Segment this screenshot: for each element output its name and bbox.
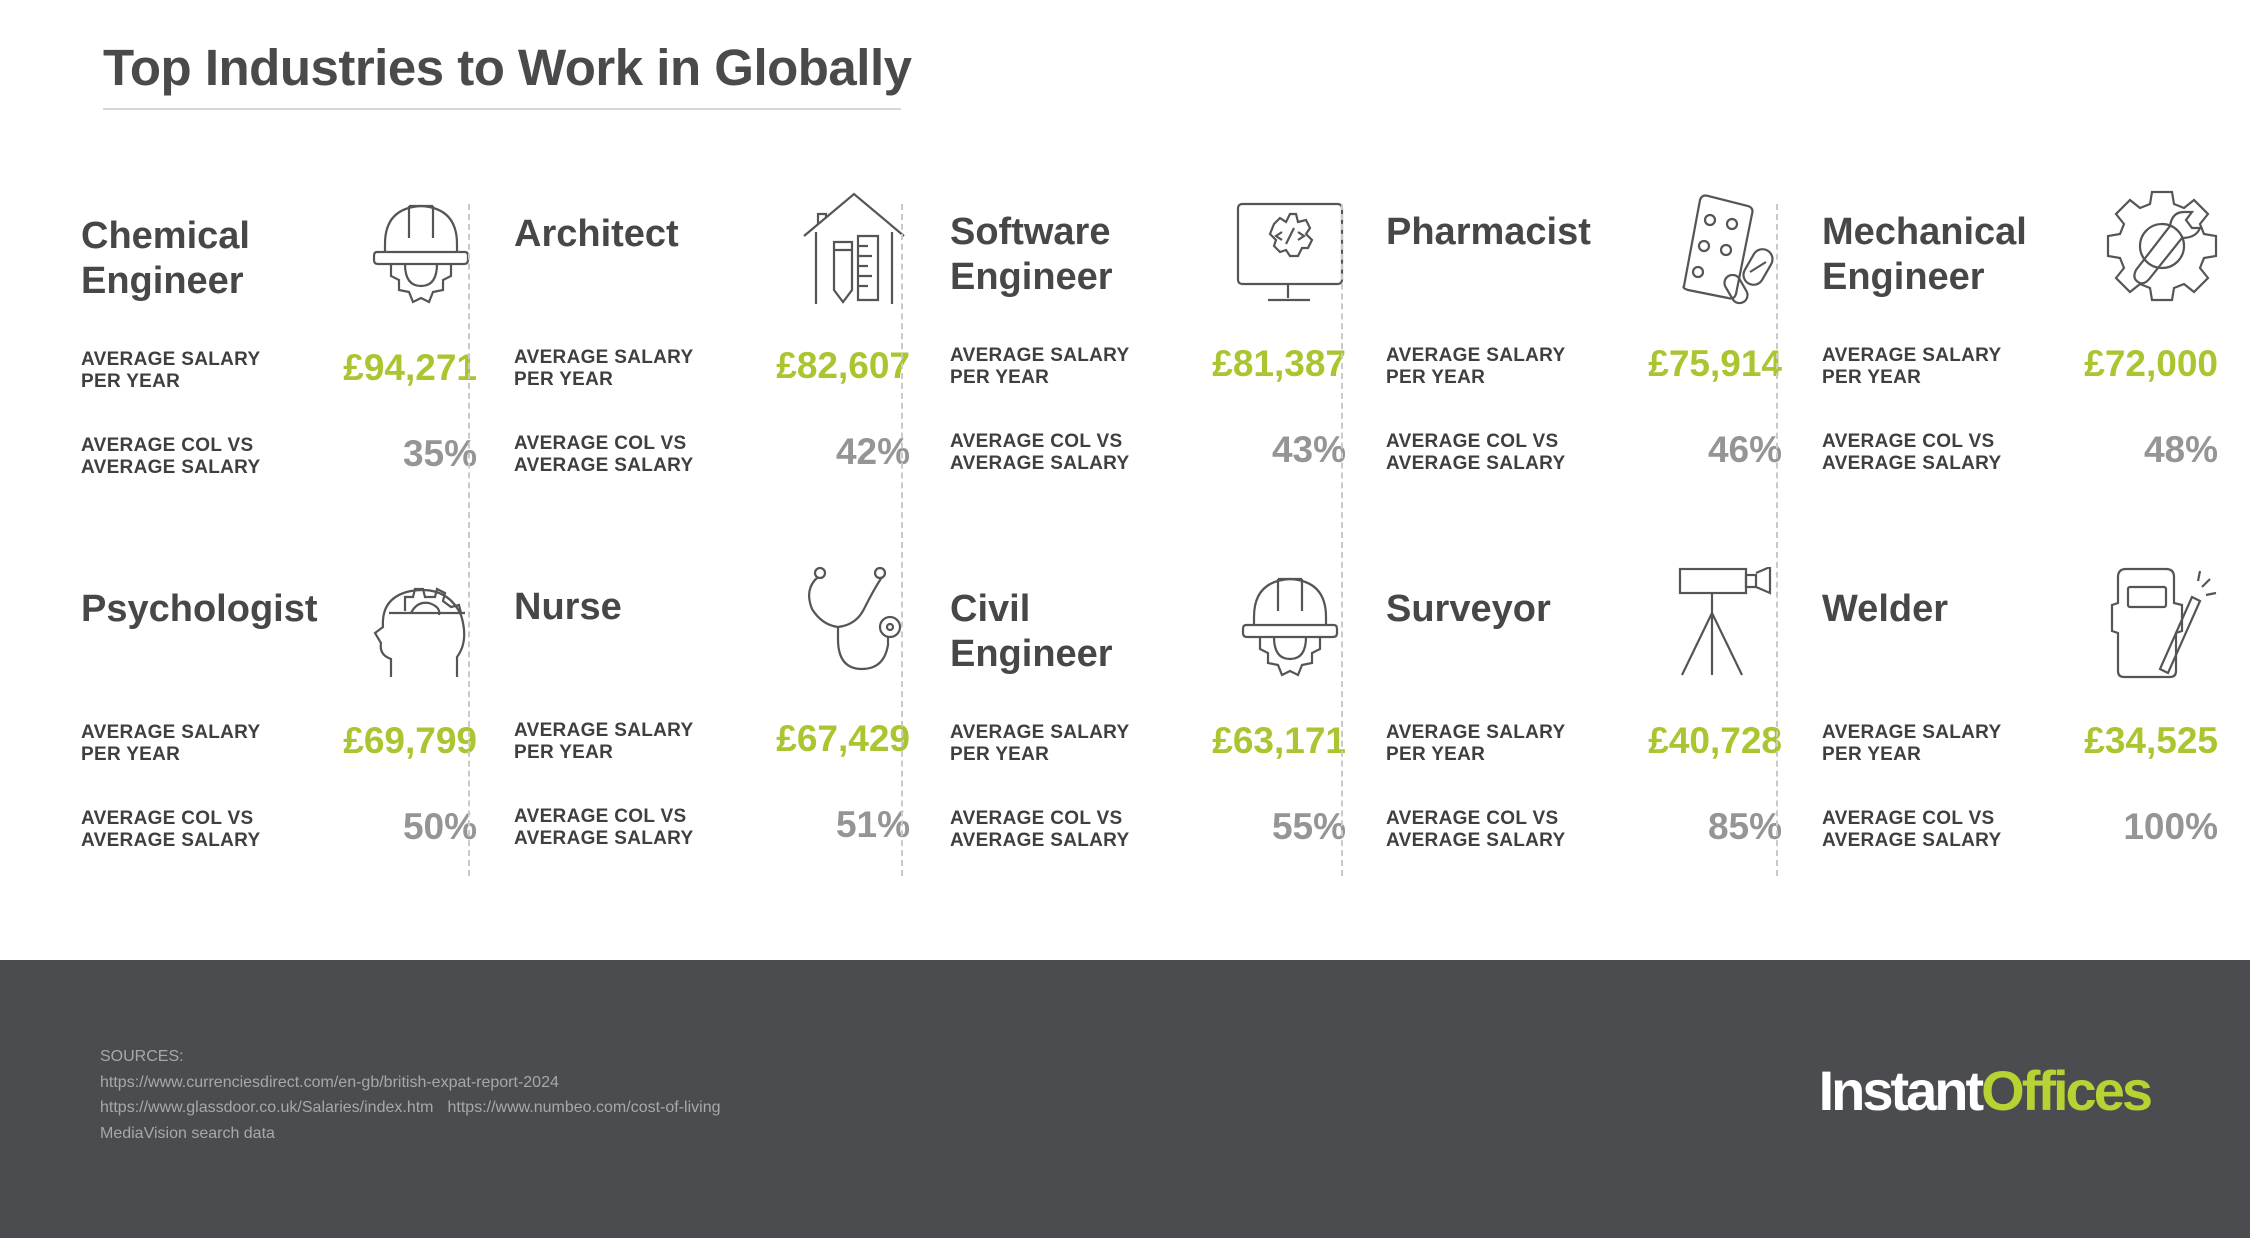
salary-label: AVERAGE SALARY PER YEAR (1386, 722, 1566, 765)
column-2 (514, 190, 950, 890)
salary-label: AVERAGE SALARY PER YEAR (950, 345, 1130, 388)
column-1 (81, 190, 517, 890)
col-value: 46% (1707, 429, 1782, 470)
column-divider (468, 204, 470, 876)
title-underline (103, 108, 901, 110)
job-title: Architect (514, 213, 679, 255)
job-title: Civil Engineer (950, 588, 1113, 675)
salary-value: £82,607 (776, 345, 910, 386)
col-value: 48% (2143, 429, 2218, 470)
col-value: 42% (835, 431, 910, 472)
stethoscope-icon (798, 565, 910, 681)
sources-list (100, 1044, 721, 1146)
wrench-gear-icon (2106, 190, 2218, 306)
salary-label: AVERAGE SALARY PER YEAR (514, 720, 694, 763)
salary-label: AVERAGE SALARY PER YEAR (81, 349, 261, 392)
job-title: Nurse (514, 586, 622, 628)
salary-value: £69,799 (343, 720, 477, 761)
col-label: AVERAGE COL VS AVERAGE SALARY (1822, 808, 2002, 851)
brand-logo-part1: Instant (1818, 1059, 1982, 1122)
brand-logo-part2: Offices (1981, 1059, 2150, 1122)
col-value: 55% (1271, 806, 1346, 847)
job-card-surveyor (1386, 567, 1822, 867)
source-mediavision: MediaVision search data (100, 1124, 275, 1142)
salary-value: £72,000 (2084, 343, 2218, 384)
brand-logo (1819, 1058, 2150, 1123)
job-title: Software Engineer (950, 211, 1113, 298)
job-title: Psychologist (81, 588, 318, 630)
head-brain-gear-icon (365, 567, 477, 683)
job-card-architect (514, 192, 950, 492)
tripod-camera-icon (1670, 567, 1782, 683)
job-title: Surveyor (1386, 588, 1551, 630)
col-label: AVERAGE COL VS AVERAGE SALARY (1822, 431, 2002, 474)
salary-value: £34,525 (2084, 720, 2218, 761)
salary-value: £40,728 (1648, 720, 1782, 761)
col-value: 100% (2123, 806, 2218, 847)
welding-mask-icon (2106, 567, 2218, 683)
footer (0, 960, 2250, 1238)
job-card-chemical-engineer (81, 194, 517, 494)
col-value: 50% (402, 806, 477, 847)
col-label: AVERAGE COL VS AVERAGE SALARY (950, 431, 1130, 474)
column-divider (901, 204, 903, 876)
industries-grid (0, 190, 2250, 890)
job-card-mechanical-engineer (1822, 190, 2250, 490)
page-title: Top Industries to Work in Globally (103, 39, 912, 96)
salary-value: £63,171 (1212, 720, 1346, 761)
col-value: 43% (1271, 429, 1346, 470)
col-label: AVERAGE COL VS AVERAGE SALARY (1386, 431, 1566, 474)
hard-hat-gear-icon (365, 194, 477, 310)
job-title: Mechanical Engineer (1822, 211, 2027, 298)
sources-row (100, 1095, 721, 1121)
col-label: AVERAGE COL VS AVERAGE SALARY (81, 435, 261, 478)
column-divider (1776, 204, 1778, 876)
job-card-psychologist (81, 567, 517, 867)
salary-value: £81,387 (1212, 343, 1346, 384)
salary-label: AVERAGE SALARY PER YEAR (1822, 722, 2002, 765)
salary-label: AVERAGE SALARY PER YEAR (950, 722, 1130, 765)
job-card-civil-engineer (950, 567, 1386, 867)
col-label: AVERAGE COL VS AVERAGE SALARY (514, 806, 694, 849)
salary-label: AVERAGE SALARY PER YEAR (1822, 345, 2002, 388)
source-link-numbeo[interactable]: https://www.numbeo.com/cost-of-living (447, 1099, 721, 1116)
col-value: 35% (402, 433, 477, 474)
source-link-currenciesdirect[interactable]: https://www.currenciesdirect.com/en-gb/british-expat-report-2024 (100, 1073, 559, 1091)
column-4 (1386, 190, 1822, 890)
source-link-glassdoor[interactable]: https://www.glassdoor.co.uk/Salaries/index.htm (100, 1099, 434, 1116)
salary-label: AVERAGE SALARY PER YEAR (81, 722, 261, 765)
col-label: AVERAGE COL VS AVERAGE SALARY (1386, 808, 1566, 851)
col-label: AVERAGE COL VS AVERAGE SALARY (514, 433, 694, 476)
pills-icon (1670, 190, 1782, 306)
hard-hat-gear-icon (1234, 567, 1346, 683)
job-title: Chemical Engineer (81, 215, 250, 302)
job-title: Welder (1822, 588, 1949, 630)
col-value: 85% (1707, 806, 1782, 847)
monitor-code-gear-icon (1234, 190, 1346, 306)
column-3 (950, 190, 1386, 890)
salary-label: AVERAGE SALARY PER YEAR (1386, 345, 1566, 388)
job-card-pharmacist (1386, 190, 1822, 490)
column-divider (1341, 204, 1343, 876)
col-value: 51% (835, 804, 910, 845)
salary-label: AVERAGE SALARY PER YEAR (514, 347, 694, 390)
salary-value: £94,271 (343, 347, 477, 388)
column-5 (1822, 190, 2250, 890)
job-card-nurse (514, 565, 950, 865)
house-pencil-ruler-icon (798, 192, 910, 308)
job-card-welder (1822, 567, 2250, 867)
col-label: AVERAGE COL VS AVERAGE SALARY (81, 808, 261, 851)
salary-value: £67,429 (776, 718, 910, 759)
sources-label: SOURCES: (100, 1048, 184, 1065)
col-label: AVERAGE COL VS AVERAGE SALARY (950, 808, 1130, 851)
job-title: Pharmacist (1386, 211, 1591, 253)
job-card-software-engineer (950, 190, 1386, 490)
salary-value: £75,914 (1648, 343, 1782, 384)
